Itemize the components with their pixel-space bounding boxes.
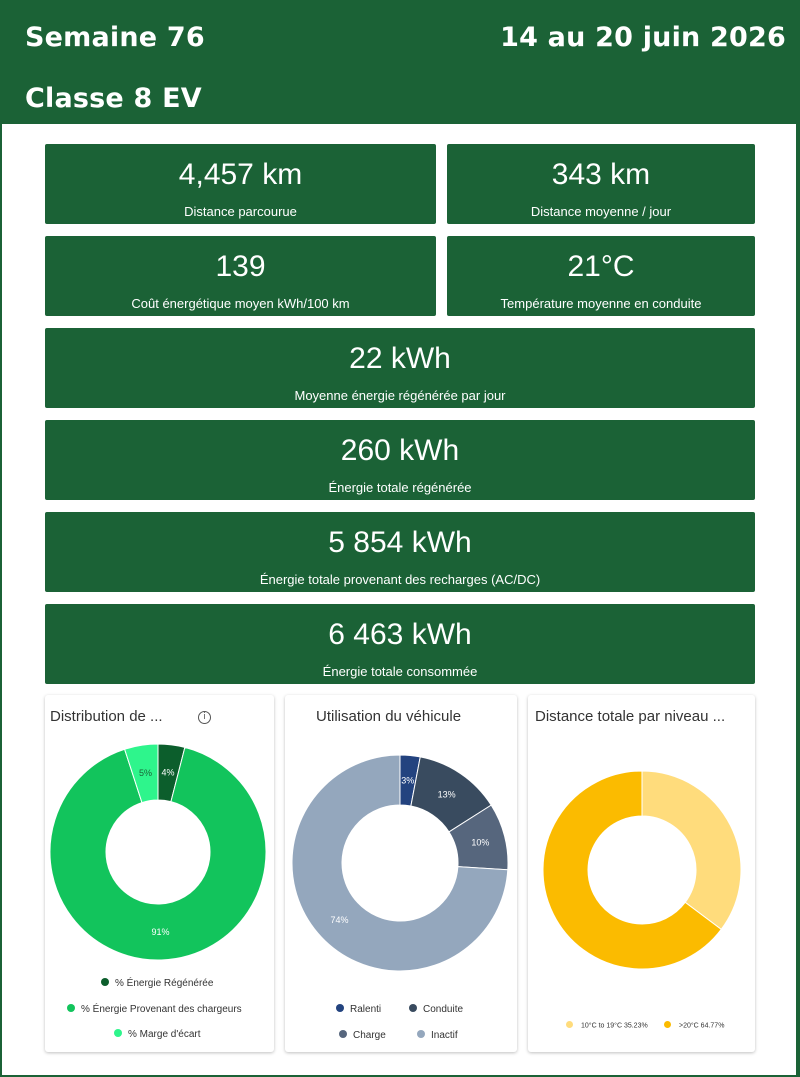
- legend-label: % Marge d'écart: [128, 1029, 201, 1040]
- kpi-regen-avg-value: 22 kWh: [349, 342, 451, 375]
- kpi-regen-avg: [45, 328, 755, 408]
- kpi-energy-cost-label: Coût énergétique moyen kWh/100 km: [131, 296, 350, 311]
- donut-slice[interactable]: [642, 771, 741, 929]
- chart-vehicle-usage: [285, 695, 517, 1052]
- kpi-regen-total-value: 260 kWh: [340, 434, 460, 467]
- legend-dot: [114, 1029, 122, 1037]
- legend-dot: [417, 1030, 425, 1038]
- chart-vehicle-usage-title: Utilisation du véhicule: [316, 708, 462, 725]
- legend-item-idle: [336, 1004, 381, 1015]
- chart-distance-by-temperature-donut: [528, 695, 755, 985]
- info-icon[interactable]: i: [198, 711, 211, 724]
- legend-item-temp-20-plus: [664, 1022, 724, 1029]
- slice-label: 3%: [401, 775, 415, 786]
- legend-dot: [336, 1004, 344, 1012]
- legend-item-chargers: [67, 1004, 242, 1015]
- kpi-avg-distance-value: 343 km: [551, 158, 651, 191]
- slice-label: 74%: [330, 914, 349, 925]
- kpi-charge-total-value: 5 854 kWh: [328, 526, 472, 559]
- chart-distance-by-temperature-title: Distance totale par niveau ...: [535, 708, 726, 725]
- kpi-consumed-total: [45, 604, 755, 684]
- kpi-consumed-total-value: 6 463 kWh: [328, 618, 472, 651]
- kpi-energy-cost: [45, 236, 436, 316]
- chart-energy-distribution: [45, 695, 274, 1052]
- vehicle-class: Classe 8 EV: [25, 83, 202, 114]
- slice-label: 91%: [151, 926, 170, 937]
- chart-distance-by-temperature: [528, 695, 755, 1052]
- legend-label: 10°C to 19°C 35.23%: [581, 1022, 648, 1030]
- kpi-avg-distance-label: Distance moyenne / jour: [530, 204, 672, 219]
- kpi-energy-cost-value: 139: [215, 250, 266, 283]
- legend-dot: [101, 978, 109, 986]
- kpi-charge-total-label: Énergie totale provenant des recharges (AC/DC): [259, 572, 541, 587]
- slice-label: 5%: [138, 767, 152, 778]
- legend-label: >20°C 64.77%: [679, 1022, 725, 1030]
- kpi-regen-total: [45, 420, 755, 500]
- legend-label: % Énergie Provenant des chargeurs: [81, 1004, 242, 1015]
- legend-dot: [409, 1004, 417, 1012]
- kpi-temperature-label: Température moyenne en conduite: [500, 296, 702, 311]
- legend-dot: [566, 1021, 573, 1028]
- kpi-regen-total-label: Énergie totale régénérée: [328, 480, 472, 495]
- kpi-avg-distance: [447, 144, 755, 224]
- legend-label: Conduite: [423, 1004, 464, 1015]
- legend-item-regen: [101, 978, 213, 989]
- legend-item-charge: [339, 1030, 386, 1041]
- kpi-distance: [45, 144, 436, 224]
- chart-vehicle-usage-donut: [285, 695, 517, 985]
- kpi-distance-label: Distance parcourue: [184, 204, 297, 219]
- slice-label: 10%: [471, 837, 490, 848]
- kpi-regen-avg-label: Moyenne énergie régénérée par jour: [294, 388, 506, 403]
- chart-energy-distribution-title: Distribution de ...: [50, 708, 163, 725]
- kpi-consumed-total-label: Énergie totale consommée: [322, 664, 478, 679]
- date-range: 14 au 20 juin 2026: [500, 22, 786, 53]
- kpi-temperature: [447, 236, 755, 316]
- legend-item-inactive: [417, 1030, 458, 1041]
- slice-label: 13%: [437, 789, 456, 800]
- report-header: [0, 0, 800, 124]
- kpi-charge-total: [45, 512, 755, 592]
- legend-label: % Énergie Régénérée: [115, 978, 214, 989]
- legend-label: Ralenti: [350, 1004, 382, 1015]
- legend-dot: [339, 1030, 347, 1038]
- legend-label: Inactif: [431, 1030, 458, 1041]
- kpi-temperature-value: 21°C: [567, 250, 635, 283]
- legend-item-driving: [409, 1004, 463, 1015]
- legend-item-margin: [114, 1029, 201, 1040]
- legend-label: Charge: [353, 1030, 386, 1041]
- chart-energy-distribution-donut: [45, 695, 274, 975]
- slice-label: 4%: [161, 767, 175, 778]
- week-label: Semaine 76: [25, 22, 205, 53]
- legend-item-temp-10-19: [566, 1022, 648, 1029]
- legend-dot: [67, 1004, 75, 1012]
- legend-dot: [664, 1021, 671, 1028]
- kpi-distance-value: 4,457 km: [178, 158, 303, 191]
